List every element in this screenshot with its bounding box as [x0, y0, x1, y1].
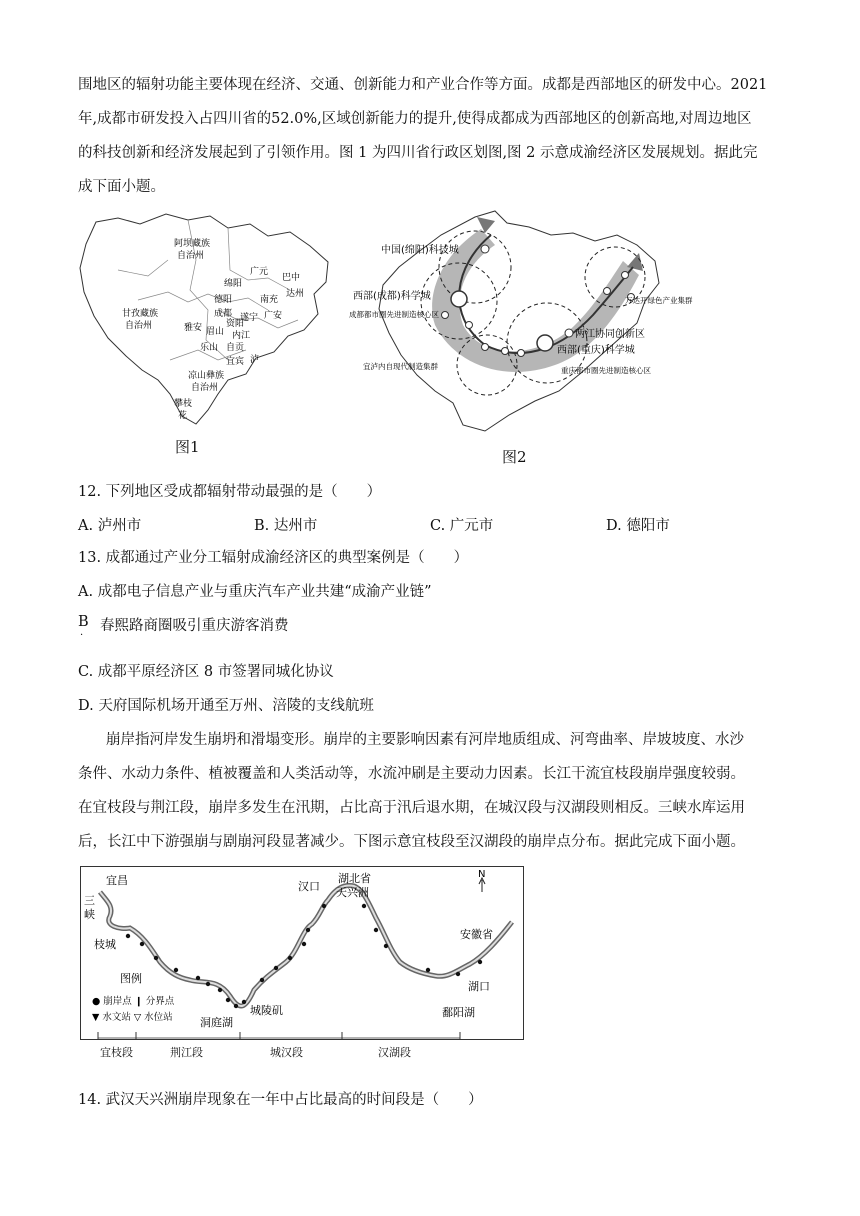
fig2-label-wanda: 万达开绿色产业集群 [625, 296, 693, 305]
fig1-label-ziyang: 资阳 [226, 319, 245, 329]
north-arrow-label: N [478, 869, 486, 880]
q12-option-d: D. 德阳市 [606, 518, 670, 534]
fig3-dongting: 洞庭湖 [200, 1016, 233, 1029]
yangtze-map-svg [80, 866, 524, 1040]
q12-option-b: B. 达州市 [254, 518, 318, 534]
fig2-label-yilu: 宜泸内自现代制造集群 [363, 362, 438, 371]
fig2-label-liangjiang: 两江协同创新区 [575, 329, 645, 340]
fig3-anhui: 安徽省 [460, 928, 493, 941]
fig3-legend-row-2: ▼ 水文站 ▽ 水位站 [92, 1012, 173, 1023]
fig1-label-yaan: 雅安 [184, 323, 203, 333]
fig3-hubei: 湖北省 [338, 872, 371, 885]
passage2-line-2: 条件、水动力条件、植被覆盖和人类活动等，水流冲刷是主要动力因素。长江干流宜枝段崩岸强度较弱。 [78, 766, 745, 782]
passage2-line-4: 后，长江中下游强崩与剧崩河段显著减少。下图示意宜枝段至汉湖段的崩岸点分布。据此完成下面小题。 [78, 834, 745, 850]
fig3-hukou: 湖口 [468, 980, 490, 993]
figure-2-chengyu-plan [345, 205, 693, 449]
fig1-label-chengdu: 成都 [214, 309, 233, 319]
fig3-chenglingji: 城陵矶 [250, 1004, 283, 1017]
figure-1-sichuan-map [78, 210, 338, 436]
fig1-label-guangyuan: 广元 [250, 267, 269, 277]
fig1-label-guangan: 广安 [264, 311, 283, 321]
fig3-legend-row-1: ● 崩岸点 ❙ 分界点 [92, 996, 175, 1007]
q12-option-a: A. 泸州市 [78, 518, 142, 534]
intro-line-4: 成下面小题。 [78, 179, 165, 195]
fig1-label-neijiang: 内江 [232, 331, 251, 341]
intro-line-2: 年,成都市研发投入占四川省的52.0%,区域创新能力的提升,使得成都成为西部地区的创新高地,对周边地区 [78, 111, 752, 127]
fig1-label-deyang: 德阳 [214, 295, 233, 305]
fig3-legend-title: 图例 [120, 972, 142, 985]
q13-option-d: D. 天府国际机场开通至万州、涪陵的支线航班 [78, 698, 374, 714]
fig1-label-luzhou: 泸 [250, 355, 260, 365]
fig1-label-aba-2: 自治州 [177, 251, 205, 261]
q14-stem: 14. 武汉天兴洲崩岸现象在一年中占比最高的时间段是（ ） [78, 1092, 483, 1108]
fig2-label-chengdu: 西部(成都)科学城 [353, 291, 431, 302]
fig1-label-ganzi-2: 自治州 [125, 321, 153, 331]
fig2-label-chongqing: 西部(重庆)科学城 [557, 345, 635, 356]
fig3-hankou: 汉口 [298, 880, 320, 893]
passage2-line-1: 崩岸指河岸发生崩坍和滑塌变形。崩岸的主要影响因素有河岸地质组成、河弯曲率、岸坡坡度、水沙 [106, 732, 744, 748]
fig2-label-mianyang: 中国(绵阳)科技城 [381, 245, 459, 256]
segment-hanhu: 汉湖段 [378, 1046, 411, 1059]
fig1-label-bazhong: 巴中 [282, 273, 301, 283]
q12-option-c: C. 广元市 [430, 518, 494, 534]
fig1-label-meishan: 眉山 [206, 327, 225, 337]
fig3-sanxia-2: 峡 [84, 908, 95, 921]
fig1-label-dazhou: 达州 [286, 289, 305, 299]
figure-1-caption: 图1 [175, 438, 200, 456]
fig3-yichang: 宜昌 [106, 874, 128, 887]
fig1-label-panzhihua-2: 花 [178, 411, 188, 421]
fig3-sanxia-1: 三 [84, 894, 95, 907]
fig2-label-chengdu-core: 成都都市圈先进制造核心区 [349, 310, 439, 319]
q13-option-a: A. 成都电子信息产业与重庆汽车产业共建“成渝产业链” [78, 584, 432, 600]
q12-stem: 12. 下列地区受成都辐射带动最强的是（ ） [78, 484, 382, 500]
figure-3-yangtze-bank-collapse [80, 866, 524, 1044]
fig1-label-panzhihua: 攀枝 [174, 399, 193, 409]
fig1-label-yibin: 宜宾 [226, 357, 245, 367]
q13-option-b-letter: B [78, 614, 89, 630]
segment-chenghan: 城汉段 [270, 1046, 303, 1059]
fig1-label-aba: 阿坝藏族 [174, 239, 211, 249]
passage2-line-3: 在宜枝段与荆江段，崩岸多发生在汛期，占比高于汛后退水期，在城汉段与汉湖段则相反。三峡水库运用 [78, 800, 745, 816]
chengyu-plan-svg [345, 205, 693, 445]
fig1-label-leshan: 乐山 [200, 343, 219, 353]
fig1-label-ganzi: 甘孜藏族 [122, 309, 159, 319]
intro-line-1: 围地区的辐射功能主要体现在经济、交通、创新能力和产业合作等方面。成都是西部地区的研发中心。2021 [78, 77, 768, 93]
sichuan-map-svg [78, 210, 338, 432]
fig1-label-suining: 遂宁 [240, 313, 259, 323]
fig3-zhicheng: 枝城 [94, 938, 116, 951]
fig1-label-liangshan-2: 自治州 [191, 383, 219, 393]
fig1-label-nanchong: 南充 [260, 295, 279, 305]
q13-option-c: C. 成都平原经济区 8 市签署同城化协议 [78, 664, 334, 680]
fig1-label-liangshan: 凉山彝族 [188, 371, 225, 381]
fig1-label-mianyang: 绵阳 [224, 279, 243, 289]
q13-option-b-dot: · [80, 630, 84, 641]
intro-line-3: 的科技创新和经济发展起到了引领作用。图 1 为四川省行政区划图,图 2 示意成渝经济区发展规划。据此完 [78, 145, 758, 161]
fig1-label-zigong: 自贡 [226, 343, 245, 353]
segment-jingjiang: 荆江段 [170, 1046, 203, 1059]
figure-2-caption: 图2 [502, 448, 527, 466]
fig3-poyang: 鄱阳湖 [442, 1006, 475, 1019]
fig2-label-chongqing-core: 重庆都市圈先进制造核心区 [561, 366, 651, 375]
q13-stem: 13. 成都通过产业分工辐射成渝经济区的典型案例是（ ） [78, 550, 469, 566]
segment-yizhi: 宜枝段 [100, 1046, 133, 1059]
fig3-tianxingzhou: 天兴洲 [336, 886, 369, 899]
q13-option-b-text: 春熙路商圈吸引重庆游客消费 [100, 618, 289, 634]
